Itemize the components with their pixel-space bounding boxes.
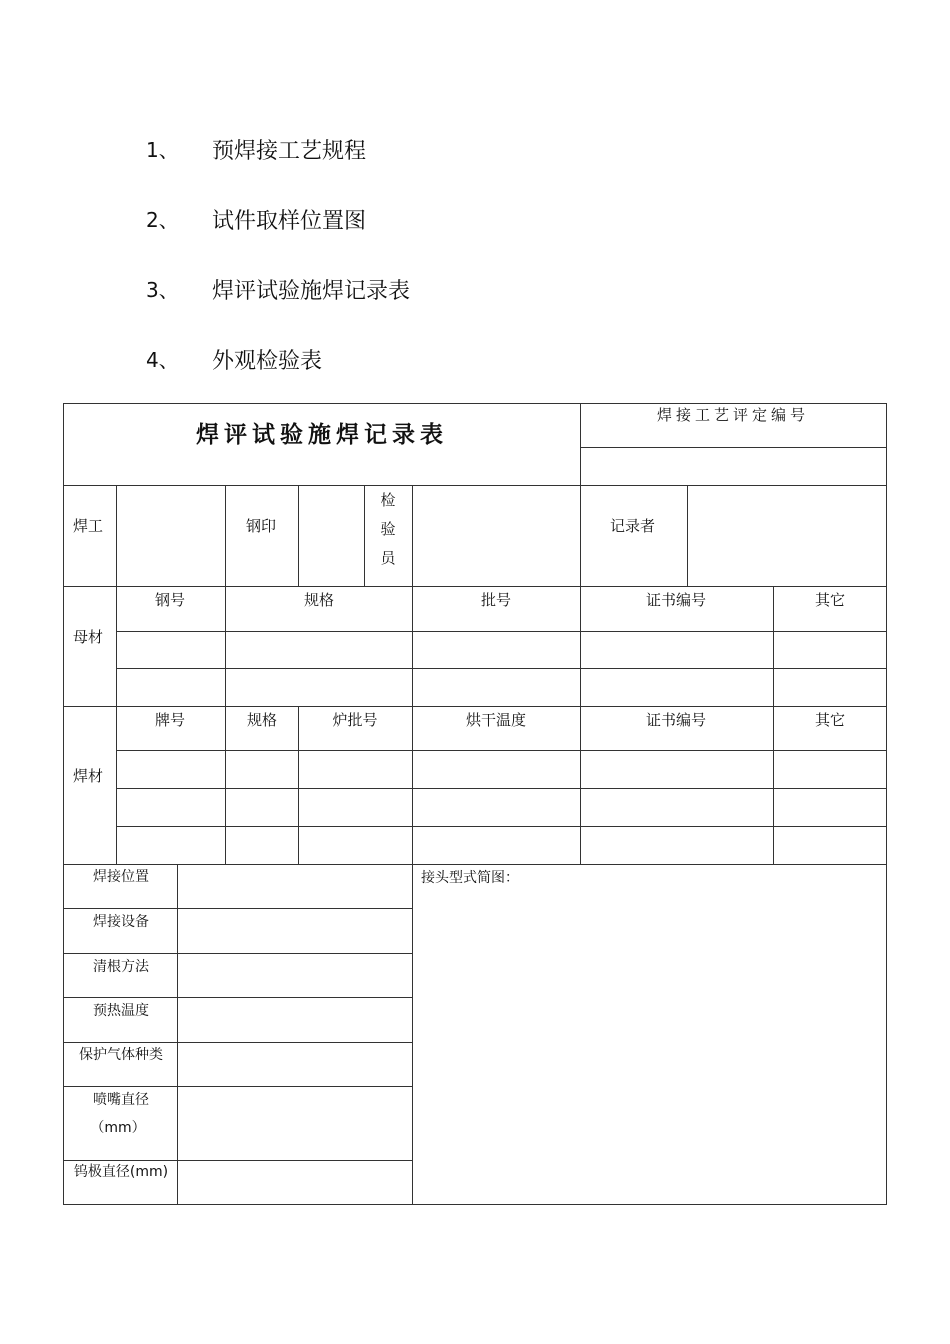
- form-title: 焊评试验施焊记录表: [196, 422, 448, 448]
- base-metal-label: 母材: [73, 628, 104, 646]
- base-metal-header: 证书编号: [645, 591, 707, 609]
- wps-number-label: 焊接工艺评定编号: [656, 406, 810, 424]
- base-metal-header: 规格: [303, 591, 335, 609]
- welder-label: 焊工: [73, 517, 104, 535]
- param-equipment: 焊接设备: [93, 914, 149, 930]
- inspector-char: 检: [380, 491, 396, 509]
- list-text: 预焊接工艺规程: [212, 139, 367, 164]
- inspector-char: 验: [380, 520, 396, 538]
- list-text: 试件取样位置图: [212, 209, 367, 234]
- param-back-gouge: 清根方法: [93, 959, 149, 975]
- filler-header: 烘干温度: [465, 711, 527, 729]
- recorder-label: 记录者: [610, 517, 656, 535]
- base-metal-header: 钢号: [154, 591, 186, 609]
- param-tungsten: 钨极直径(mm): [73, 1164, 169, 1180]
- param-gas: 保护气体种类: [79, 1047, 163, 1063]
- stamp-label: 钢印: [246, 517, 277, 535]
- filler-header: 规格: [246, 711, 278, 729]
- list-text: 焊评试验施焊记录表: [212, 279, 411, 304]
- joint-sketch-label: 接头型式简图：: [421, 870, 519, 886]
- base-metal-header: 其它: [814, 591, 846, 609]
- inspector-label: [378, 486, 398, 573]
- param-preheat: 预热温度: [93, 1003, 149, 1019]
- base-metal-header: 批号: [480, 591, 512, 609]
- inspector-char: 员: [380, 549, 396, 567]
- param-nozzle-unit: （mm）: [90, 1120, 146, 1136]
- param-position: 焊接位置: [93, 869, 149, 885]
- filler-header: 其它: [814, 711, 846, 729]
- list-number: 2、: [146, 208, 179, 232]
- param-nozzle: 喷嘴直径: [93, 1092, 149, 1108]
- list-number: 1、: [146, 138, 179, 162]
- filler-label: 焊材: [73, 767, 104, 785]
- filler-header: 证书编号: [645, 711, 707, 729]
- filler-header: 炉批号: [332, 711, 378, 729]
- filler-header: 牌号: [154, 711, 186, 729]
- list-number: 4、: [146, 348, 179, 372]
- list-text: 外观检验表: [212, 349, 323, 374]
- list-number: 3、: [146, 278, 179, 302]
